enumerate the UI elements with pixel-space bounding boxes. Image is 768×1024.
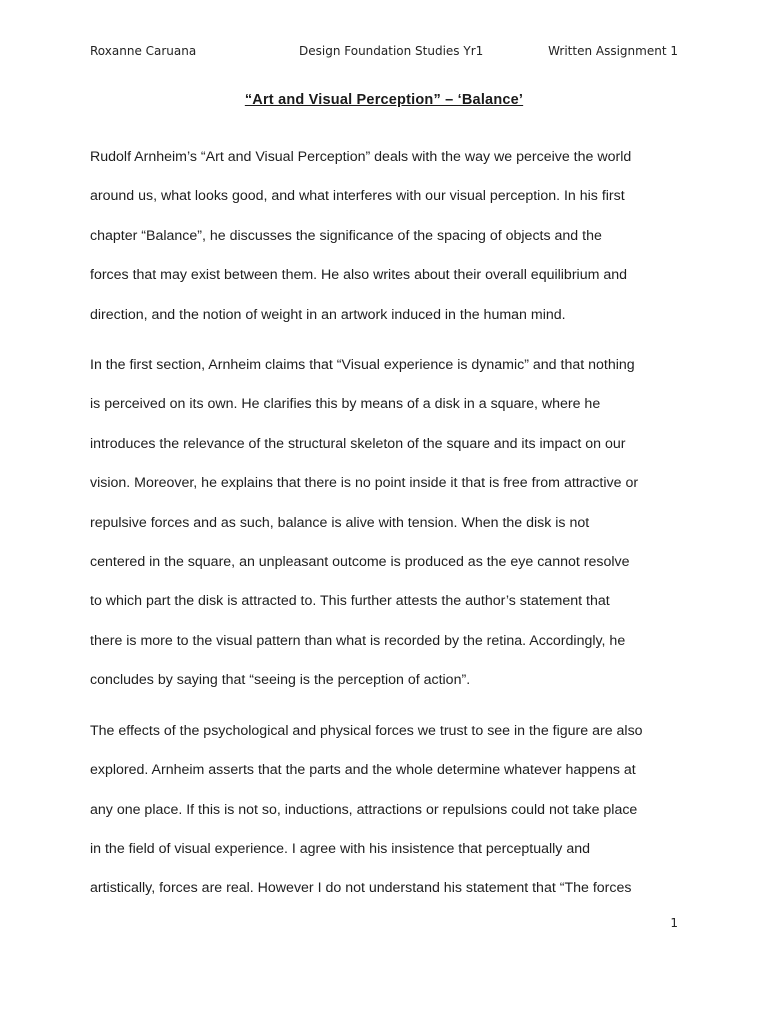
document-title: “Art and Visual Perception” – ‘Balance’ [244,92,524,108]
text-line: in the field of visual experience. I agree with his insistence that perceptually and [90,840,591,857]
text-line: there is more to the visual pattern than what is recorded by the retina. Accordingly, he [90,632,626,649]
paragraph-2 [90,346,690,701]
text-line: introduces the relevance of the structural skeleton of the square and its impact on our [90,435,626,452]
text-line: artistically, forces are real. However I do not understand his statement that “The forces [90,880,632,897]
text-line: The effects of the psychological and physical forces we trust to see in the figure are also [90,722,643,739]
page-number: 1 [670,916,678,930]
document-body [90,138,690,920]
text-line: any one place. If this is not so, inductions, attractions or repulsions could not take place [90,801,638,818]
text-line: chapter “Balance”, he discusses the significance of the spacing of objects and the [90,227,602,244]
paragraph-1 [90,138,690,335]
text-line: Rudolf Arnheim’s “Art and Visual Perception” deals with the way we perceive the world [90,149,632,165]
text-line: repulsive forces and as such, balance is alive with tension. When the disk is not [90,514,590,531]
text-line: around us, what looks good, and what interferes with our visual perception. In his first [90,188,625,205]
page-header [90,44,678,64]
text-line: vision. Moreover, he explains that there is no point inside it that is free from attractive or [90,475,639,492]
header-author: Roxanne Caruana [90,44,197,58]
text-line: to which part the disk is attracted to. This further attests the author’s statement that [90,593,610,610]
text-line: concludes by saying that “seeing is the perception of action”. [90,672,471,689]
header-course: Design Foundation Studies Yr1 [299,44,484,58]
text-line: is perceived on its own. He clarifies this by means of a disk in a square, where he [90,396,601,413]
paragraph-3 [90,712,690,909]
header-assignment: Written Assignment 1 [548,44,678,58]
text-line: centered in the square, an unpleasant outcome is produced as the eye cannot resolve [90,554,630,571]
text-line: forces that may exist between them. He also writes about their overall equilibrium and [90,267,628,284]
text-line: explored. Arnheim asserts that the parts and the whole determine whatever happens at [90,762,636,779]
text-line: direction, and the notion of weight in an artwork induced in the human mind. [90,306,566,323]
text-line: In the first section, Arnheim claims that “Visual experience is dynamic” and that nothing [90,357,635,374]
